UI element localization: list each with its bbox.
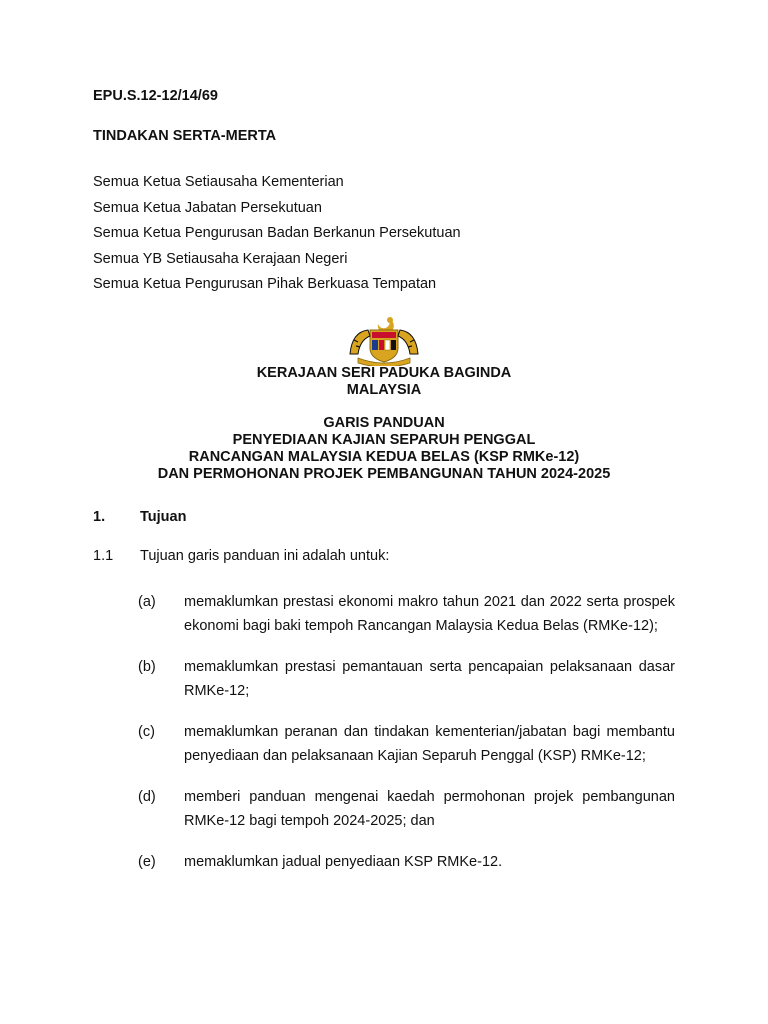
purpose-list xyxy=(138,590,675,874)
recipient-item: Semua Ketua Pengurusan Badan Berkanun Persekutuan xyxy=(93,225,461,241)
section-title: Tujuan xyxy=(140,509,187,525)
paragraph-text: Tujuan garis panduan ini adalah untuk: xyxy=(140,548,390,564)
paragraph-number: 1.1 xyxy=(93,548,114,564)
item-text: memaklumkan peranan dan tindakan kementerian/jabatan bagi membantu penyediaan dan pelaksanaan Kajian Separuh Penggal (KSP) RMKe-12; xyxy=(184,724,675,764)
item-label: (b) xyxy=(138,659,156,675)
item-label: (d) xyxy=(138,789,156,805)
paragraph xyxy=(93,548,389,564)
coat-of-arms-icon xyxy=(344,314,424,366)
recipient-item: Semua Ketua Jabatan Persekutuan xyxy=(93,199,322,216)
government-heading xyxy=(0,365,768,399)
section-heading xyxy=(93,509,186,525)
urgency-label: TINDAKAN SERTA-MERTA xyxy=(93,128,277,144)
item-label: (c) xyxy=(138,724,155,740)
government-line: MALAYSIA xyxy=(346,382,422,398)
document-title xyxy=(0,415,768,483)
item-text: memaklumkan jadual penyediaan KSP RMKe-12. xyxy=(184,854,503,870)
title-line: GARIS PANDUAN xyxy=(323,415,445,431)
item-text: memberi panduan mengenai kaedah permohonan projek pembangunan RMKe-12 bagi tempoh 2024-2025; dan xyxy=(184,789,675,829)
list-item xyxy=(138,590,675,638)
title-line: RANCANGAN MALAYSIA KEDUA BELAS (KSP RMKe-12) xyxy=(188,449,580,465)
list-item xyxy=(138,720,675,768)
title-line: DAN PERMOHONAN PROJEK PEMBANGUNAN TAHUN 2024-2025 xyxy=(157,466,611,482)
recipient-item: Semua YB Setiausaha Kerajaan Negeri xyxy=(93,250,348,267)
item-label: (e) xyxy=(138,854,156,870)
list-item xyxy=(138,655,675,703)
section-number: 1. xyxy=(93,509,106,525)
government-line: KERAJAAN SERI PADUKA BAGINDA xyxy=(256,365,512,381)
title-line: PENYEDIAAN KAJIAN SEPARUH PENGGAL xyxy=(232,432,536,448)
recipient-list xyxy=(93,170,461,298)
recipient-item: Semua Ketua Setiausaha Kementerian xyxy=(93,174,344,190)
item-text: memaklumkan prestasi ekonomi makro tahun 2021 dan 2022 serta prospek ekonomi bagi baki tempoh Rancangan Malaysia Kedua Belas (RMKe-12); xyxy=(184,594,675,634)
item-label: (a) xyxy=(138,594,156,610)
item-text: memaklumkan prestasi pemantauan serta pencapaian pelaksanaan dasar RMKe-12; xyxy=(184,659,675,699)
recipient-item: Semua Ketua Pengurusan Pihak Berkuasa Tempatan xyxy=(93,276,437,292)
list-item xyxy=(138,785,675,833)
list-item xyxy=(138,850,675,874)
reference-number: EPU.S.12-12/14/69 xyxy=(93,88,218,104)
